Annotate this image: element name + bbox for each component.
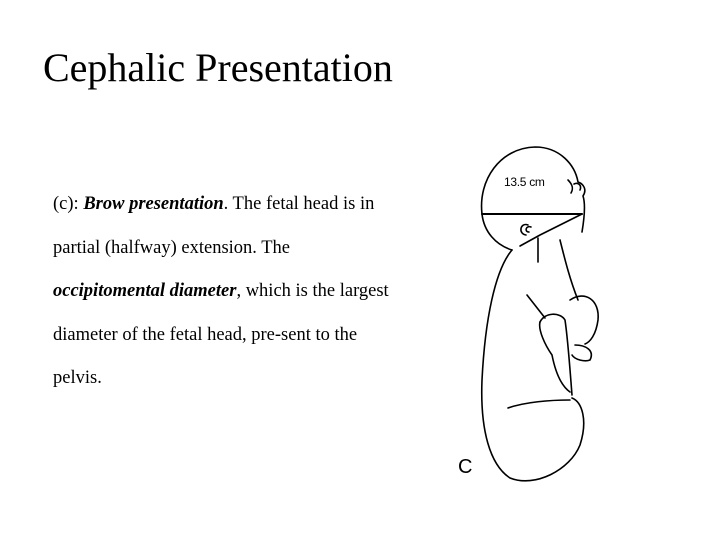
figure-panel-label: C: [458, 456, 473, 478]
text-part-1: . The fetal head is in partial (halfway) extension. The: [53, 194, 375, 258]
slide-title: Cephalic Presentation: [43, 45, 393, 90]
text-part-2: , which is the largest diameter of the fetal head, pre-sent to the pelvis.: [53, 281, 389, 388]
description-paragraph: [53, 183, 393, 401]
term-brow-presentation: Brow presentation: [83, 194, 224, 214]
fetal-illustration-icon: [450, 138, 640, 488]
measurement-label: 13.5 cm: [504, 175, 545, 189]
prefix: (c):: [53, 194, 84, 214]
term-occipitomental-diameter: occipitomental diameter: [53, 281, 237, 301]
